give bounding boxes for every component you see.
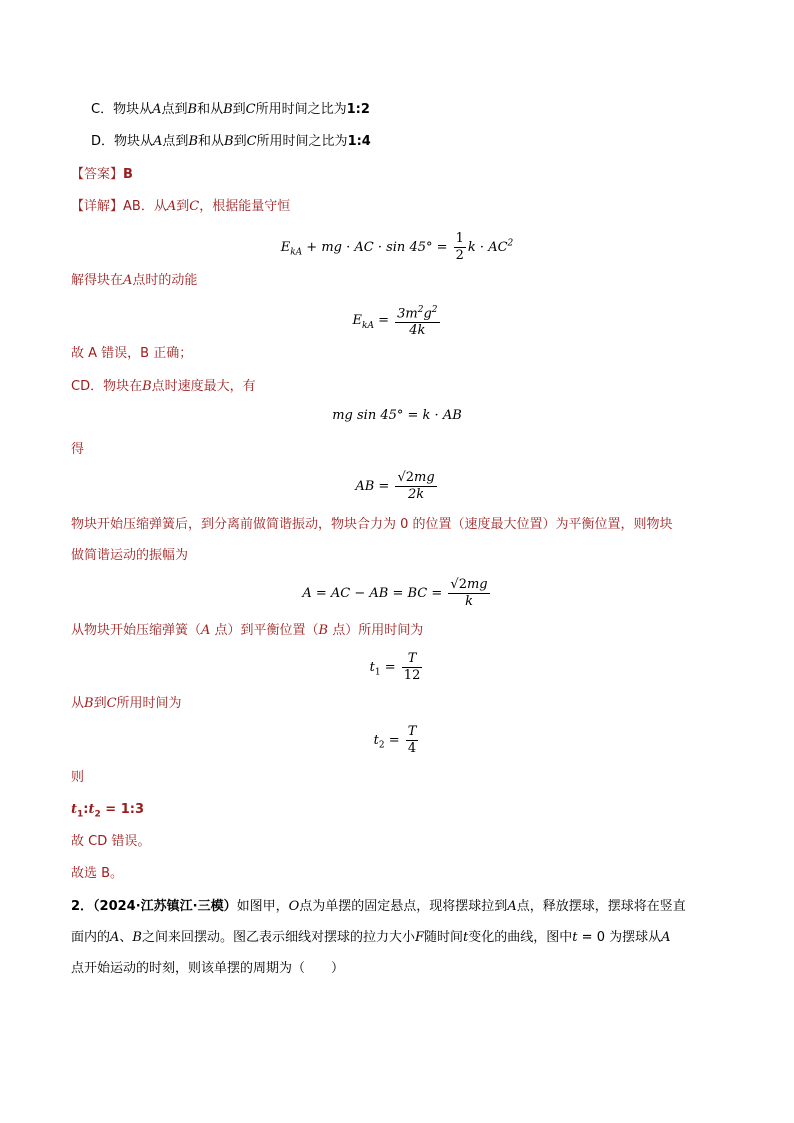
- eq6-fraction: [402, 651, 423, 684]
- eq6-equals: =: [380, 660, 400, 675]
- eq1-mid: + mg · AC · sin 45° =: [302, 240, 452, 255]
- eq2-num-sup2: 2: [431, 305, 438, 315]
- option-c-point-a: A: [152, 102, 162, 117]
- detail-ab-to: 到: [176, 199, 190, 214]
- question2-line1: [71, 898, 686, 916]
- detail-solve-ek: [71, 272, 197, 290]
- question2-number: 2．: [71, 899, 94, 914]
- ratio-t2: t: [88, 802, 95, 817]
- option-c-text-3: 和从: [197, 102, 224, 117]
- eq1-num: 1: [455, 231, 464, 246]
- q2-l2-point-a2: A: [661, 930, 671, 945]
- eq2-fraction: [395, 302, 439, 339]
- eq7-fraction: [406, 724, 419, 757]
- equation-t2: [0, 724, 794, 757]
- question2-line2: [71, 929, 670, 947]
- eq2-e: E: [352, 313, 362, 329]
- eq4-num: √2mg: [397, 470, 435, 485]
- option-d-text-5: 所用时间之比为: [256, 134, 348, 149]
- ze-text: 则: [71, 770, 85, 785]
- option-c: [91, 101, 370, 119]
- eq1-den: 2: [455, 248, 464, 263]
- t2-mid-text: 到: [93, 696, 107, 711]
- q2-l2-d: 随时间: [424, 930, 464, 945]
- eq2-sub: kA: [361, 320, 374, 331]
- eq7-t: t: [373, 733, 379, 748]
- option-d-point-a: A: [153, 134, 163, 149]
- detail-ab-rest: ，根据能量守恒: [199, 199, 291, 214]
- q2-l1-c: 点，释放摆球，摆球将在竖直: [516, 899, 686, 914]
- eq6-t: t: [369, 660, 375, 675]
- option-c-letter: C．: [91, 102, 114, 117]
- t1-mid-text: 点）到平衡位置（: [210, 623, 319, 638]
- eq7-num: T: [407, 724, 417, 739]
- eq2-den: 4k: [409, 323, 426, 339]
- option-c-point-b2: B: [223, 102, 233, 117]
- ratio-s2: 2: [94, 809, 101, 820]
- t2-rest-text: 所用时间为: [116, 696, 182, 711]
- option-c-text: 物块从: [113, 102, 153, 117]
- t1-point-b: B: [318, 623, 329, 638]
- detail-choose: [71, 865, 123, 883]
- eq4-fraction: [395, 470, 436, 503]
- q2-l2-a: 面内的: [71, 930, 111, 945]
- eq5-num: √2mg: [450, 577, 488, 592]
- t1-rest-text: 点）所用时间为: [328, 623, 424, 638]
- detail-conclusion-ab: [71, 345, 192, 363]
- eq1-rhs: k · AC: [467, 240, 508, 255]
- ratio-value: = 1:3: [100, 802, 144, 817]
- cd-text: CD．物块在: [71, 379, 143, 394]
- eq2-num-sup1: 2: [417, 305, 424, 315]
- detail-t1-intro: [71, 622, 423, 640]
- q2-l2-t: t: [463, 930, 469, 945]
- equation-amplitude: [0, 577, 794, 610]
- option-d-text-3: 和从: [198, 134, 225, 149]
- option-d-letter: D．: [91, 134, 115, 149]
- eq5-lhs: A = AC − AB = BC =: [302, 586, 447, 601]
- equation-balance: [0, 407, 794, 425]
- shm-line2-text: 做简谐运动的振幅为: [71, 548, 189, 563]
- option-d-text: 物块从: [114, 134, 154, 149]
- eq5-den: k: [465, 594, 473, 609]
- t2-intro-text: 从: [71, 696, 85, 711]
- detail-shm-line1: [71, 516, 673, 534]
- solve-text: 解得块在: [71, 273, 124, 288]
- eq5-num-rad: 2: [458, 577, 467, 592]
- t2-point-b: B: [84, 696, 94, 711]
- detail-ratio: [71, 801, 144, 824]
- ratio-t1: t: [71, 802, 78, 817]
- t2-point-c: C: [106, 696, 117, 711]
- q2-point-o: O: [288, 899, 300, 914]
- option-c-point-b: B: [187, 102, 198, 117]
- q2-l1-b: 点为单摆的固定悬点，现将摆球拉到: [299, 899, 508, 914]
- equation-t1: [0, 651, 794, 684]
- eq3-text: mg sin 45° = k · AB: [332, 408, 462, 423]
- detail-shm-line2: [71, 547, 188, 565]
- eq4-num-rest: mg: [414, 470, 435, 485]
- eq1-fraction: [454, 231, 466, 264]
- q2-l2-f: F: [415, 930, 425, 945]
- detail-tag: 【详解】: [71, 199, 124, 214]
- eq2-num: [395, 302, 439, 323]
- q2-l2-point-a: A: [110, 930, 120, 945]
- eq6-num: T: [402, 651, 423, 668]
- detail-ab-intro: [71, 198, 290, 216]
- option-d-ratio: 1:4: [347, 134, 371, 149]
- option-d: [91, 133, 371, 151]
- answer-value: B: [123, 167, 133, 182]
- eq2-num-a: 3m: [397, 306, 418, 322]
- q2-l3-text: 点开始运动的时刻，则该单摆的周期为（ ）: [71, 961, 345, 976]
- eq7-equals: =: [384, 733, 404, 748]
- option-d-point-c: C: [246, 134, 257, 149]
- q2-l2-c: 之间来回摆动。图乙表示细线对摆球的拉力大小: [141, 930, 415, 945]
- option-c-text-2: 点到: [161, 102, 188, 117]
- q2-l2-f2: = 0 为摆球从: [577, 930, 662, 945]
- detail-ab-text: AB．从: [123, 199, 167, 214]
- conclusion-ab-text: 故 A 错误，B 正确；: [71, 346, 193, 361]
- t1-point-a: A: [201, 623, 211, 638]
- q2-l2-e: 变化的曲线，图中: [468, 930, 573, 945]
- detail-ze: [71, 769, 84, 787]
- shm-line1-text: 物块开始压缩弹簧后，到分离前做简谐振动，物块合力为 0 的位置（速度最大位置）为平衡位置，则物块: [71, 517, 673, 532]
- ratio-s1: 1: [77, 809, 84, 820]
- option-c-text-5: 所用时间之比为: [255, 102, 347, 117]
- solve-point-a: A: [123, 273, 133, 288]
- eq1-e-sub: kA: [290, 247, 303, 258]
- cd-point-b: B: [142, 379, 152, 394]
- option-d-point-b2: B: [224, 134, 234, 149]
- eq7-den: 4: [407, 741, 417, 756]
- ratio-colon: :: [83, 802, 89, 817]
- question2-source: （2024·江苏镇江·三模）: [93, 899, 237, 914]
- eq1-rhs-sup: 2: [507, 238, 514, 249]
- option-d-text-4: 到: [233, 134, 247, 149]
- eq2-num-b: g: [423, 306, 432, 322]
- option-c-point-c: C: [245, 102, 256, 117]
- option-d-point-b: B: [188, 134, 198, 149]
- detail-conclusion-cd: [71, 833, 150, 851]
- q2-l1-a: 如图甲，: [236, 899, 289, 914]
- answer-line: [71, 166, 133, 184]
- eq2-equals: =: [373, 313, 394, 329]
- eq6-den: 12: [403, 668, 421, 683]
- equation-ab-length: [0, 470, 794, 503]
- detail-ab-point-a: A: [166, 199, 177, 214]
- detail-cd-intro: [71, 378, 256, 396]
- q2-l2-point-b: B: [132, 930, 142, 945]
- eq4-den: 2k: [407, 487, 425, 502]
- solve-rest: 点时的动能: [132, 273, 198, 288]
- option-d-text-2: 点到: [162, 134, 189, 149]
- detail-t2-intro: [71, 695, 182, 713]
- q2-l2-b: 、: [119, 930, 133, 945]
- eq6-sub: 1: [374, 667, 381, 678]
- cd-rest: 点时速度最大，有: [151, 379, 256, 394]
- detail-de: [71, 441, 84, 459]
- question2-line3: [71, 960, 344, 978]
- equation-energy: [0, 231, 794, 264]
- conclusion-cd-text: 故 CD 错误。: [71, 834, 151, 849]
- detail-ab-point-c: C: [189, 199, 200, 214]
- eq4-lhs: AB =: [355, 479, 394, 494]
- answer-tag: 【答案】: [71, 167, 124, 182]
- eq4-num-rad: 2: [405, 470, 415, 485]
- option-c-ratio: 1:2: [346, 102, 370, 117]
- eq5-num-rest: mg: [466, 577, 488, 592]
- eq5-fraction: [448, 577, 489, 610]
- choose-text: 故选 B。: [71, 866, 124, 881]
- option-c-text-4: 到: [232, 102, 246, 117]
- q2-point-a: A: [507, 899, 517, 914]
- equation-kinetic-energy: [0, 302, 794, 339]
- q2-l2-t0: t: [572, 930, 578, 945]
- eq1-e: E: [280, 240, 291, 255]
- de-text: 得: [71, 442, 85, 457]
- eq7-sub: 2: [378, 740, 385, 751]
- t1-intro-text: 从物块开始压缩弹簧（: [71, 623, 202, 638]
